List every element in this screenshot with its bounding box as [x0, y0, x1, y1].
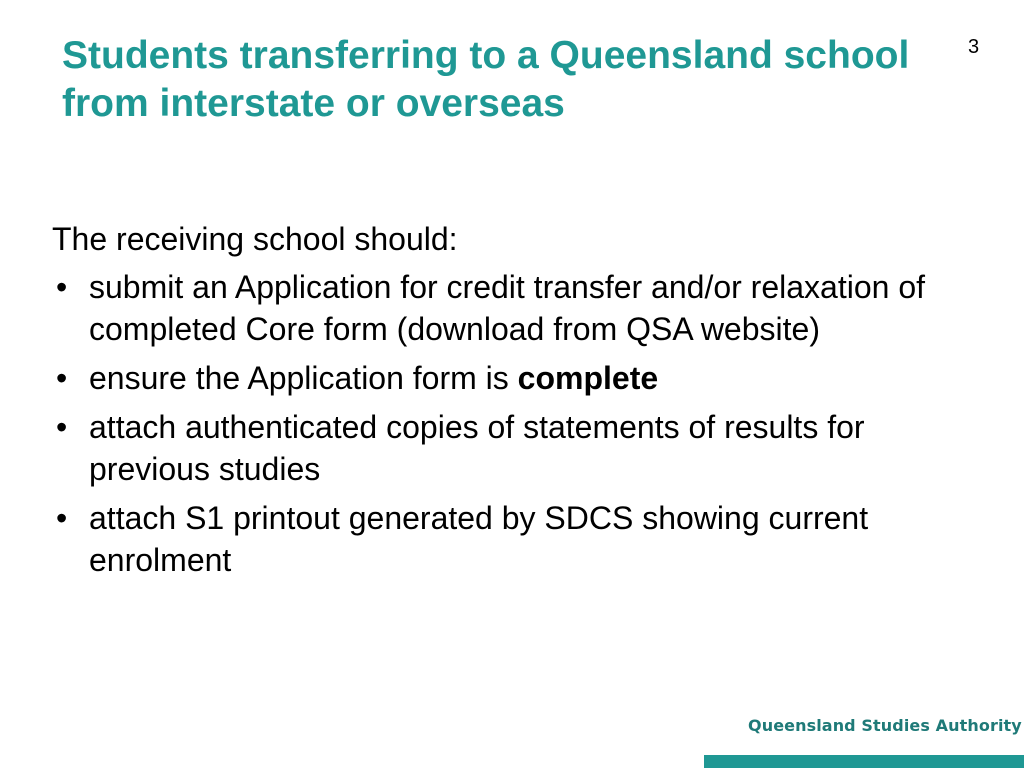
qsa-logo: Queensland Studies Authority [748, 716, 1022, 735]
bullet-marker: • [56, 409, 68, 445]
bullet-marker: • [56, 500, 68, 536]
bullet-text: attach S1 printout generated by SDCS showing current enrolment [89, 500, 869, 578]
bullet-marker: • [56, 360, 68, 396]
bullet-marker: • [56, 269, 68, 305]
intro-text: The receiving school should: [52, 221, 458, 257]
bullet-item [52, 406, 992, 490]
slide-title: Students transferring to a Queensland school from interstate or overseas [62, 34, 910, 125]
bullet-list [52, 266, 992, 581]
bullet-item [52, 357, 992, 399]
bullet-emphasis: complete [517, 360, 659, 396]
bullet-text: attach authenticated copies of statements of results for previous studies [89, 409, 865, 487]
bullet-item [52, 497, 992, 581]
slide-number: 3 [968, 36, 980, 58]
bullet-text: ensure the Application form is [89, 360, 518, 396]
bullet-item [52, 266, 992, 350]
bullet-text: submit an Application for credit transfer and/or relaxation of completed Core form (download from QSA website) [89, 269, 925, 347]
slide-body [52, 218, 992, 588]
footer-accent-bar [704, 755, 1024, 768]
